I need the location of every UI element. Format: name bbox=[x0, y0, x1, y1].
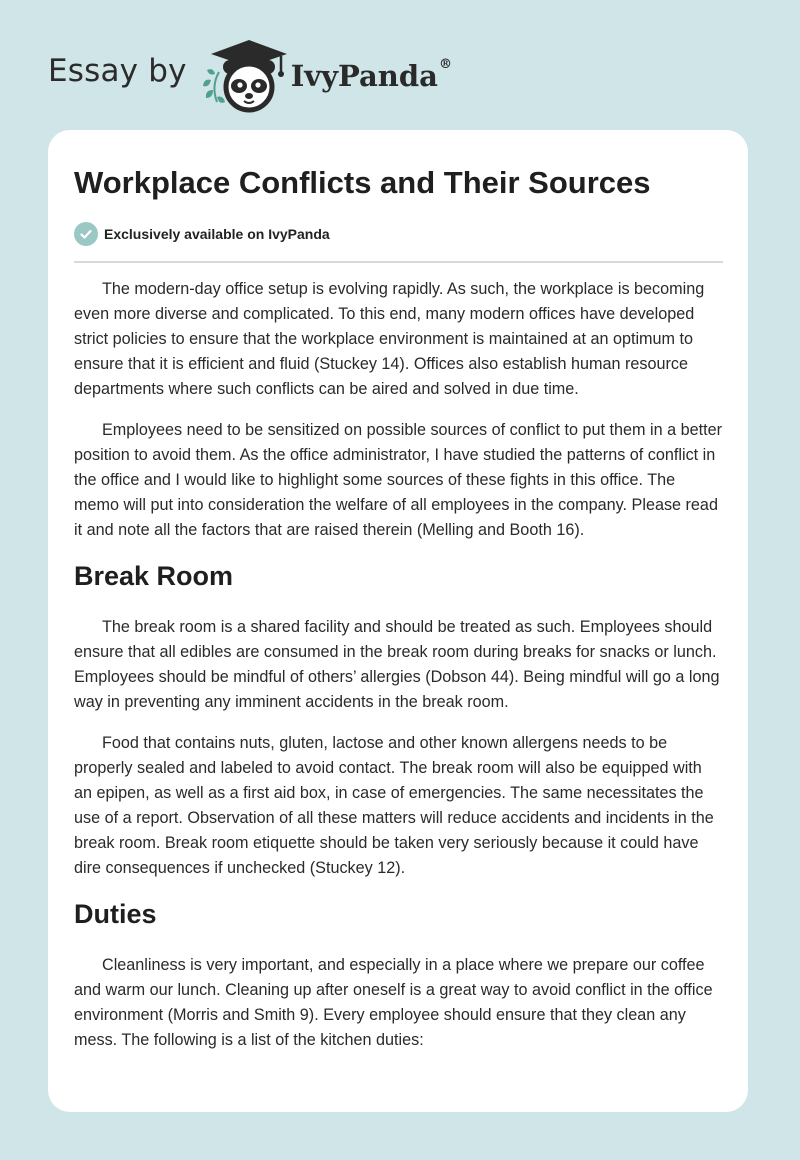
paragraph: Employees need to be sensitized on possible sources of conflict to put them in a better position to avoid them. As the office administrator, I have studied the patterns of conflict in the office and I would like to highlight some sources of these fights in this office. The memo will put into consideration the welfare of all employees in the company. Please read it and note all the factors that are raised therein (Melling and Booth 16). bbox=[74, 421, 722, 539]
brand-prefix: Essay by bbox=[48, 53, 187, 89]
article-title: Workplace Conflicts and Their Sources bbox=[74, 165, 651, 200]
check-circle-icon bbox=[74, 222, 98, 246]
exclusive-badge bbox=[74, 222, 330, 246]
section-heading-duties: Duties bbox=[74, 899, 157, 929]
paragraph: The modern-day office setup is evolving rapidly. As such, the workplace is becoming even more diverse and complicated. To this end, many modern offices have developed strict policies to ensure that the workplace environment is maintained at an optimum to ensure that it is efficient and fluid (Stuckey 14). Offices also establish human resource departments where such conflicts can be aired and solved in due time. bbox=[74, 280, 705, 398]
site-header bbox=[48, 34, 452, 114]
divider bbox=[74, 261, 723, 263]
registered-mark: ® bbox=[438, 57, 452, 72]
section-heading-break-room: Break Room bbox=[74, 561, 234, 591]
article-body bbox=[74, 277, 723, 1069]
panda-logo-icon[interactable] bbox=[197, 34, 289, 114]
paragraph: The break room is a shared facility and should be treated as such. Employees should ensure that all edibles are consumed in the break room during breaks for snacks or lunch. Employees should be mindful of others’ allergies (Dobson 44). Being mindful will go a long way in preventing any imminent accidents in the break room. bbox=[74, 618, 720, 711]
paragraph: Food that contains nuts, gluten, lactose and other known allergens needs to be properly sealed and labeled to avoid contact. The break room will also be equipped with an epipen, as well as a first aid box, in case of emergencies. The same necessitates the use of a report. Observation of all these matters will reduce accidents and incidents in the break room. Break room etiquette should be taken very seriously because it could have dire consequences if unchecked (Stuckey 12). bbox=[74, 734, 714, 877]
brand-name[interactable] bbox=[291, 59, 452, 93]
paragraph: Cleanliness is very important, and especially in a place where we prepare our coffee and warm our lunch. Cleaning up after oneself is a great way to avoid conflict in the office environment (Morris and Smith 9). Every employee should ensure that they clean any mess. The following is a list of the kitchen duties: bbox=[74, 956, 713, 1049]
article-card bbox=[48, 130, 748, 1112]
badge-text: Exclusively available on IvyPanda bbox=[104, 226, 330, 242]
brand-name-text: IvyPanda bbox=[290, 59, 438, 93]
